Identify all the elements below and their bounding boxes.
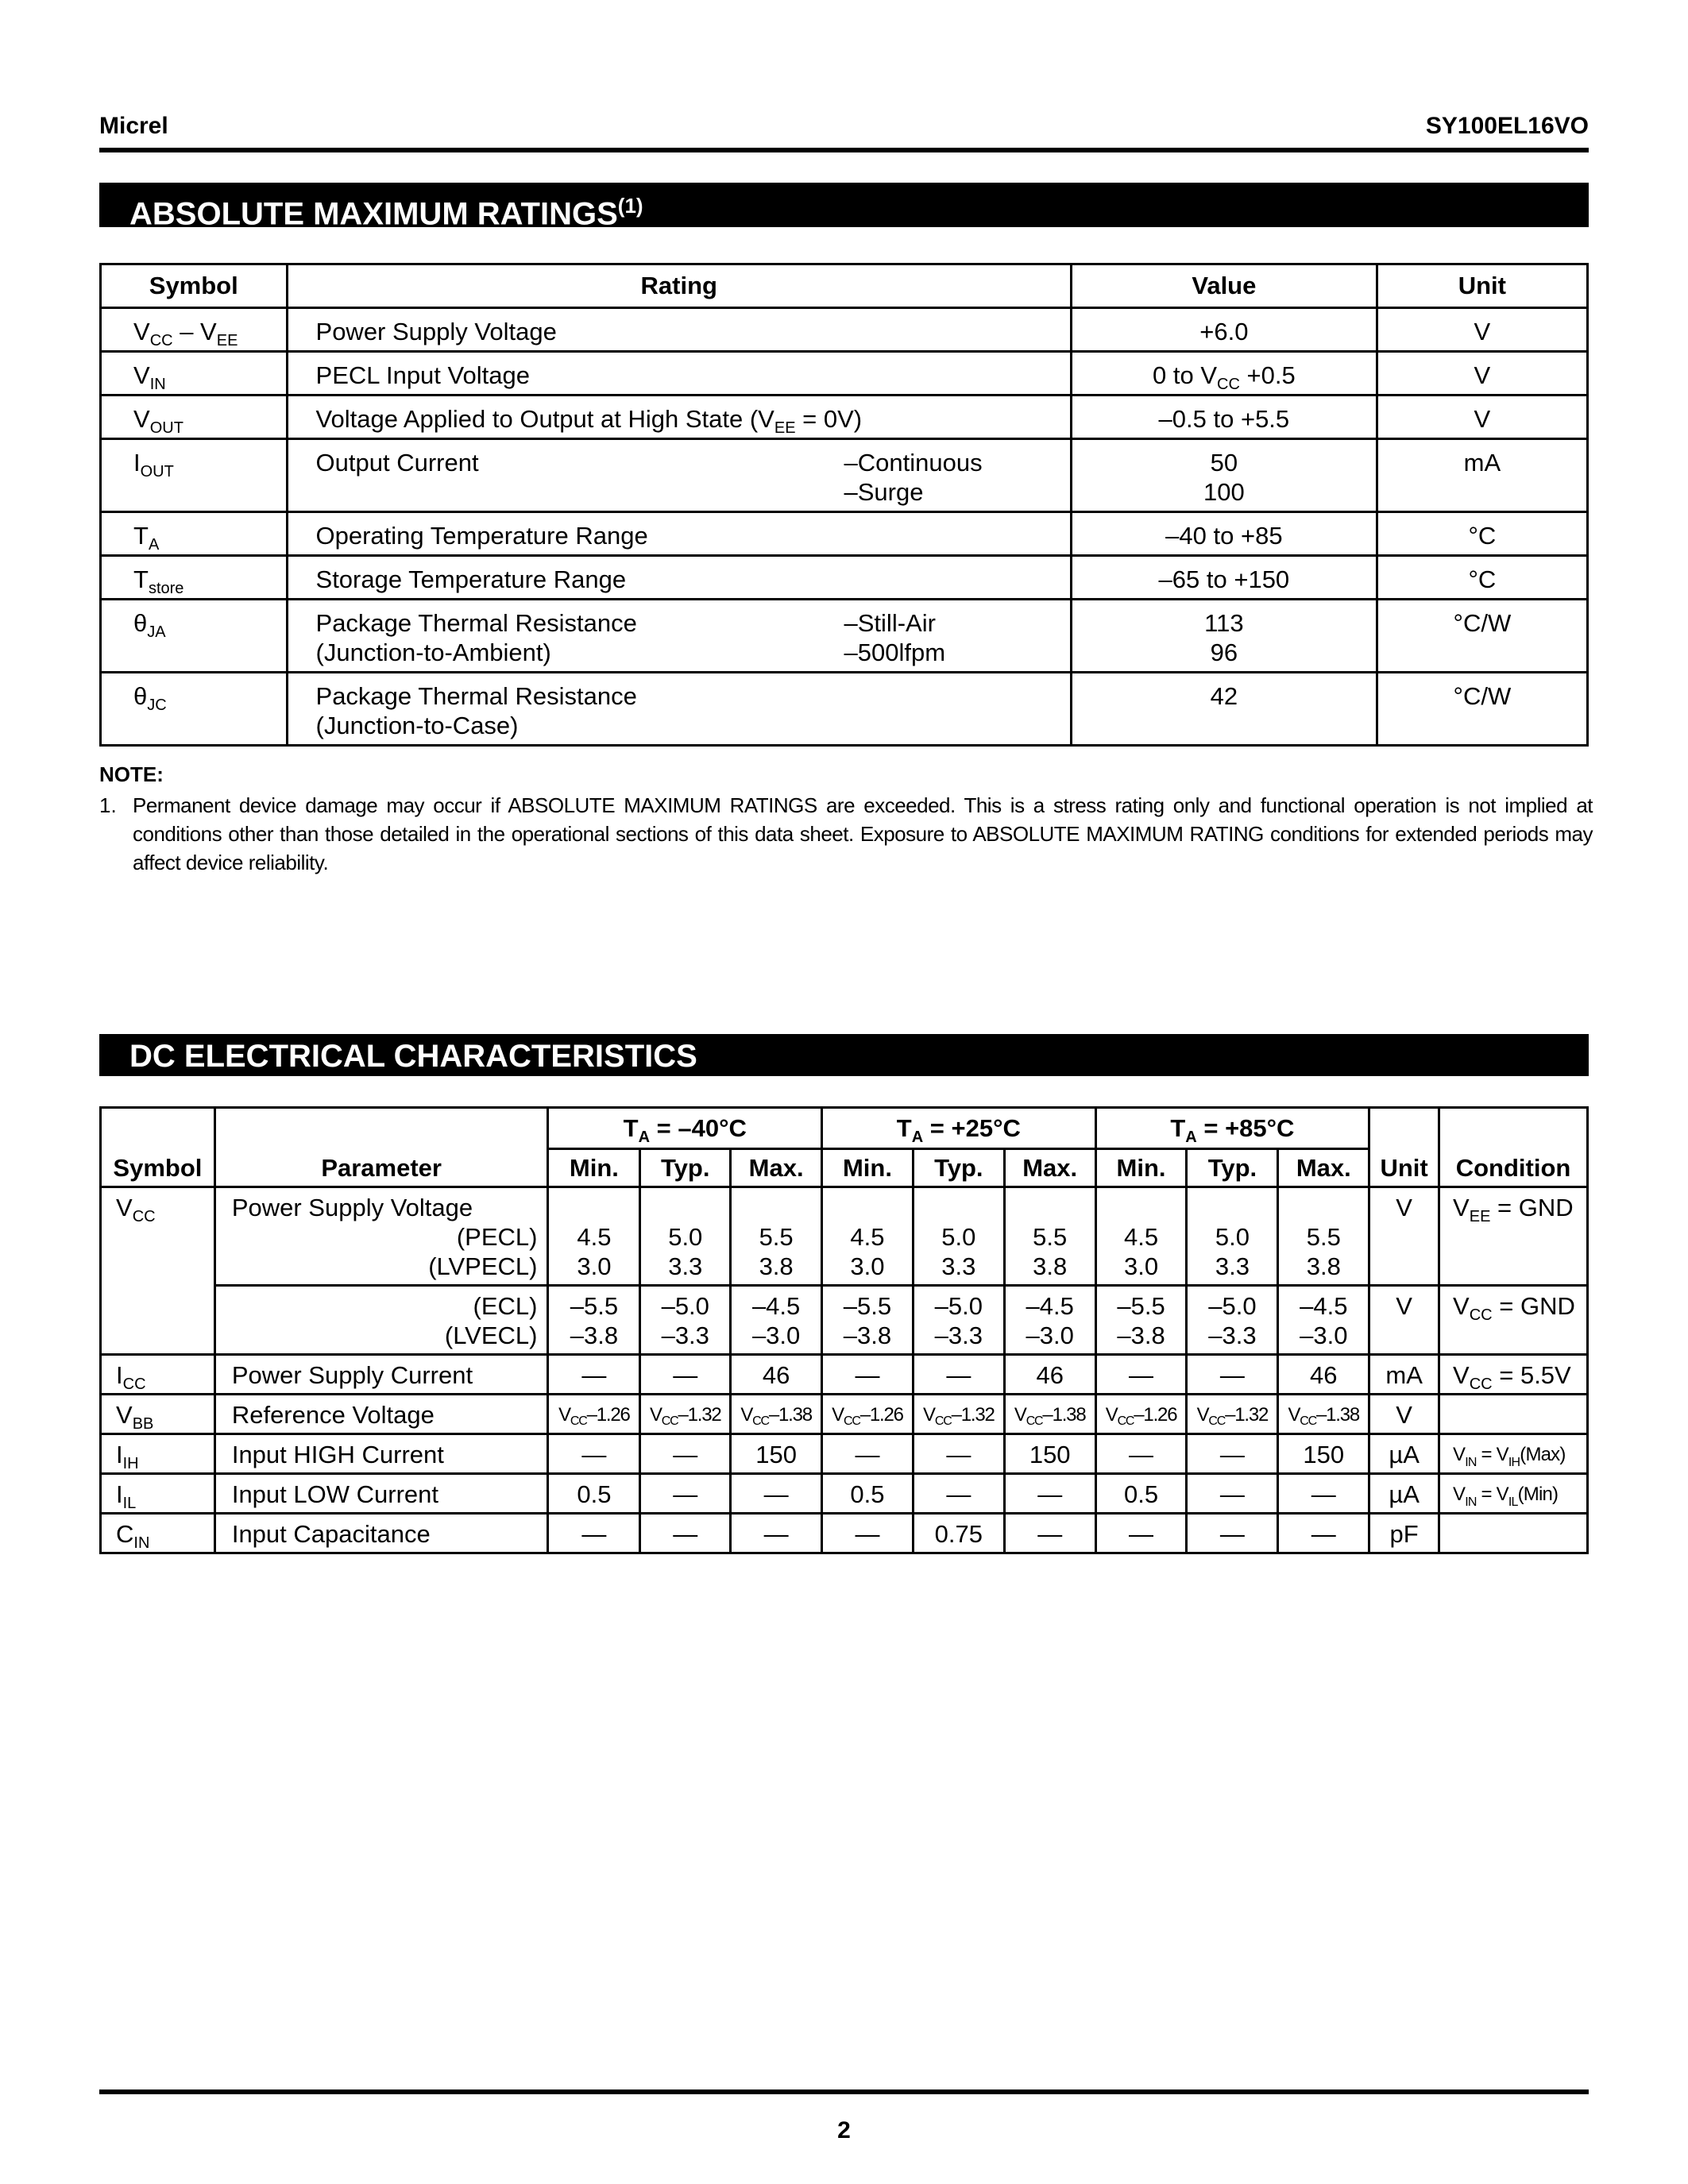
symbol-cell: $T_{store}$ [101, 556, 288, 600]
symbol-cell: $C_{IN}$ [101, 1514, 215, 1553]
condition-cell: $V_{CC}$ = GND [1439, 1286, 1588, 1355]
value-cell: 4.5 3.0 [548, 1187, 640, 1286]
value-cell: $V_{CC}-1.38$ [731, 1395, 822, 1434]
temp-group-header-row [101, 1108, 1588, 1149]
value-cell: 5.5 3.8 [1004, 1187, 1095, 1286]
note-text: Permanent device damage may occur if ABSOLUTE MAXIMUM RATINGS are exceeded. This is a stress rating only and functional operation is not implied at conditions other than those detailed in the operational sections of this data sheet. Exposure to ABSOLUTE MAXIMUM RATING conditions for extended periods may affect device reliability. [133, 793, 1593, 874]
table-row [101, 352, 1588, 396]
unit-cell: µA [1369, 1474, 1439, 1514]
unit-cell: V [1369, 1187, 1439, 1286]
rating-cell: Operating Temperature Range [287, 512, 1071, 556]
value-cell: — [1095, 1514, 1187, 1553]
value-cell: –4.5 –3.0 [731, 1286, 822, 1355]
value-cell: –5.0 –3.3 [640, 1286, 731, 1355]
rating-cell: Storage Temperature Range [287, 556, 1071, 600]
col-header-min: Min. [1095, 1149, 1187, 1187]
value-cell: –5.5 –3.8 [548, 1286, 640, 1355]
value-cell: — [1187, 1514, 1278, 1553]
value-cell: — [640, 1434, 731, 1474]
value-cell: — [1278, 1474, 1369, 1514]
table-row-icc [101, 1355, 1588, 1395]
col-header-max: Max. [731, 1149, 822, 1187]
col-header-max: Max. [1278, 1149, 1369, 1187]
value-cell: — [731, 1514, 822, 1553]
value-cell: 5.0 3.3 [913, 1187, 1004, 1286]
value-cell: — [548, 1355, 640, 1395]
value-cell: — [913, 1474, 1004, 1514]
col-header-min: Min. [548, 1149, 640, 1187]
value-cell: 5.0 3.3 [1187, 1187, 1278, 1286]
value-cell: — [1187, 1434, 1278, 1474]
unit-cell: °C/W [1377, 673, 1587, 746]
table-row [101, 396, 1588, 439]
table-row [101, 439, 1588, 512]
unit-cell: V [1369, 1286, 1439, 1355]
value-cell: 0.5 [822, 1474, 914, 1514]
value-cell: 0.5 [1095, 1474, 1187, 1514]
part-number: SY100EL16VO [1425, 113, 1589, 139]
value-cell: 5.0 3.3 [640, 1187, 731, 1286]
condition-cell: $V_{IN} = V_{IL}(Min)$ [1439, 1474, 1588, 1514]
value-cell: — [1004, 1514, 1095, 1553]
unit-cell: mA [1369, 1355, 1439, 1395]
table-row-vcc-ecl [101, 1286, 1588, 1355]
parameter-cell: (ECL) (LVECL) [214, 1286, 548, 1355]
value-cell: 0 to $V_{CC} +0.5$ [1071, 352, 1377, 396]
symbol-cell: $\theta_{JC}$ [101, 673, 288, 746]
value-cell: $V_{CC}-1.38$ [1004, 1395, 1095, 1434]
col-header-value: Value [1071, 264, 1377, 308]
value-cell: — [1004, 1474, 1095, 1514]
unit-cell: °C [1377, 512, 1587, 556]
symbol-cell: $I_{IL}$ [101, 1474, 215, 1514]
value-cell: — [1095, 1434, 1187, 1474]
symbol-cell: $V_{CC} - V_{EE}$ [101, 308, 288, 352]
col-header-typ: Typ. [640, 1149, 731, 1187]
parameter-cell: Power Supply Current [214, 1355, 548, 1395]
condition-cell: $V_{EE}$ = GND [1439, 1187, 1588, 1286]
unit-cell: V [1377, 396, 1587, 439]
condition-cell [1439, 1395, 1588, 1434]
col-header-symbol: Symbol [101, 1108, 215, 1187]
value-cell: — [822, 1514, 914, 1553]
col-header-rating: Rating [287, 264, 1071, 308]
value-cell: 150 [1004, 1434, 1095, 1474]
value-cell: –4.5 –3.0 [1004, 1286, 1095, 1355]
col-header-condition: Condition [1439, 1108, 1588, 1187]
symbol-cell: $V_{IN}$ [101, 352, 288, 396]
value-cell: $V_{CC}-1.32$ [913, 1395, 1004, 1434]
condition-cell: $V_{CC} = 5.5V$ [1439, 1355, 1588, 1395]
value-cell: –5.0 –3.3 [913, 1286, 1004, 1355]
col-header-parameter: Parameter [214, 1108, 548, 1187]
value-cell: 5.5 3.8 [1278, 1187, 1369, 1286]
rating-cell: Package Thermal Resistance (Junction-to-Case) [287, 673, 1071, 746]
unit-cell: pF [1369, 1514, 1439, 1553]
value-cell: — [640, 1355, 731, 1395]
value-cell: — [640, 1514, 731, 1553]
value-cell: 5.5 3.8 [731, 1187, 822, 1286]
table-row-vcc-pecl [101, 1187, 1588, 1286]
footer-rule [99, 2089, 1589, 2094]
unit-cell: °C [1377, 556, 1587, 600]
value-cell: 113 96 [1071, 600, 1377, 673]
col-header-max: Max. [1004, 1149, 1095, 1187]
value-cell: — [548, 1434, 640, 1474]
value-cell: –5.0 –3.3 [1187, 1286, 1278, 1355]
amr-section-title: ABSOLUTE MAXIMUM RATINGS$^{(1)}$ [99, 183, 1589, 227]
table-header-row [101, 264, 1588, 308]
value-cell: 0.5 [548, 1474, 640, 1514]
value-cell: $V_{CC}-1.26$ [1095, 1395, 1187, 1434]
value-cell: –4.5 –3.0 [1278, 1286, 1369, 1355]
parameter-cell: Input LOW Current [214, 1474, 548, 1514]
value-cell: –65 to +150 [1071, 556, 1377, 600]
value-cell: 46 [1004, 1355, 1095, 1395]
unit-cell: mA [1377, 439, 1587, 512]
value-cell: –40 to +85 [1071, 512, 1377, 556]
table-row-iih [101, 1434, 1588, 1474]
temp-group-header-1: $T_A = -40^\circ C$ [548, 1108, 822, 1149]
value-cell: +6.0 [1071, 308, 1377, 352]
table-row [101, 600, 1588, 673]
unit-cell: °C/W [1377, 600, 1587, 673]
col-header-typ: Typ. [1187, 1149, 1278, 1187]
value-cell: $V_{CC}-1.26$ [822, 1395, 914, 1434]
value-cell: 4.5 3.0 [822, 1187, 914, 1286]
value-cell: — [640, 1474, 731, 1514]
table-row-cin [101, 1514, 1588, 1553]
value-cell: — [1278, 1514, 1369, 1553]
symbol-cell: $V_{BB}$ [101, 1395, 215, 1434]
value-cell: 50 100 [1071, 439, 1377, 512]
table-row [101, 308, 1588, 352]
table-row-vbb [101, 1395, 1588, 1434]
symbol-cell: $V_{OUT}$ [101, 396, 288, 439]
value-cell: — [822, 1355, 914, 1395]
value-cell: — [913, 1434, 1004, 1474]
table-row [101, 512, 1588, 556]
col-header-symbol: Symbol [101, 264, 288, 308]
page-number: 2 [837, 2117, 851, 2143]
symbol-cell: $T_A$ [101, 512, 288, 556]
table-row [101, 673, 1588, 746]
value-cell: $V_{CC}-1.26$ [548, 1395, 640, 1434]
unit-cell: µA [1369, 1434, 1439, 1474]
table-row-iil [101, 1474, 1588, 1514]
value-cell: — [731, 1474, 822, 1514]
col-header-typ: Typ. [913, 1149, 1004, 1187]
value-cell: $V_{CC}-1.32$ [640, 1395, 731, 1434]
symbol-cell: $\theta_{JA}$ [101, 600, 288, 673]
symbol-cell: $I_{OUT}$ [101, 439, 288, 512]
temp-group-header-2: $T_A = +25^\circ C$ [822, 1108, 1096, 1149]
col-header-min: Min. [822, 1149, 914, 1187]
rating-cell: PECL Input Voltage [287, 352, 1071, 396]
rating-cell: Package Thermal Resistance (Junction-to-Ambient) –Still-Air –500lfpm [287, 600, 1071, 673]
value-cell: –5.5 –3.8 [822, 1286, 914, 1355]
value-cell: –5.5 –3.8 [1095, 1286, 1187, 1355]
rating-cell: Voltage Applied to Output at High State $(V_{EE} = 0V)$ [287, 396, 1071, 439]
col-header-unit: Unit [1369, 1108, 1439, 1187]
condition-cell: $V_{IN} = V_{IH}(Max)$ [1439, 1434, 1588, 1474]
value-cell: 0.75 [913, 1514, 1004, 1553]
unit-cell: V [1377, 308, 1587, 352]
note-body [99, 791, 1593, 877]
parameter-cell: Reference Voltage [214, 1395, 548, 1434]
value-cell: — [822, 1434, 914, 1474]
header-rule [99, 148, 1589, 152]
note-number: 1. [99, 793, 117, 817]
value-cell: 46 [1278, 1355, 1369, 1395]
parameter-cell: Power Supply Voltage (PECL) (LVPECL) [214, 1187, 548, 1286]
parameter-cell: Input Capacitance [214, 1514, 548, 1553]
dc-section-title: DC ELECTRICAL CHARACTERISTICS [99, 1034, 1589, 1076]
unit-cell: V [1377, 352, 1587, 396]
note-title: NOTE: [99, 762, 164, 786]
value-cell: $V_{CC}-1.38$ [1278, 1395, 1369, 1434]
value-cell: –0.5 to +5.5 [1071, 396, 1377, 439]
temp-group-header-3: $T_A = +85^\circ C$ [1095, 1108, 1369, 1149]
symbol-cell: $V_{CC}$ [101, 1187, 215, 1355]
symbol-cell: $I_{CC}$ [101, 1355, 215, 1395]
rating-cell: Output Current –Continuous –Surge [287, 439, 1071, 512]
rating-cell: Power Supply Voltage [287, 308, 1071, 352]
table-row [101, 556, 1588, 600]
parameter-cell: Input HIGH Current [214, 1434, 548, 1474]
amr-title-note-ref: (1) [617, 194, 643, 218]
value-cell: 150 [731, 1434, 822, 1474]
value-cell: — [1187, 1474, 1278, 1514]
unit-cell: V [1369, 1395, 1439, 1434]
col-header-unit: Unit [1377, 264, 1587, 308]
condition-cell [1439, 1514, 1588, 1553]
company-name: Micrel [99, 113, 168, 139]
symbol-cell: $I_{IH}$ [101, 1434, 215, 1474]
value-cell: 4.5 3.0 [1095, 1187, 1187, 1286]
value-cell: — [913, 1355, 1004, 1395]
value-cell: $V_{CC}-1.32$ [1187, 1395, 1278, 1434]
value-cell: 42 [1071, 673, 1377, 746]
absolute-max-ratings-table [99, 263, 1589, 747]
value-cell: 46 [731, 1355, 822, 1395]
value-cell: 150 [1278, 1434, 1369, 1474]
value-cell: — [548, 1514, 640, 1553]
value-cell: — [1187, 1355, 1278, 1395]
dc-characteristics-table [99, 1106, 1589, 1554]
value-cell: — [1095, 1355, 1187, 1395]
